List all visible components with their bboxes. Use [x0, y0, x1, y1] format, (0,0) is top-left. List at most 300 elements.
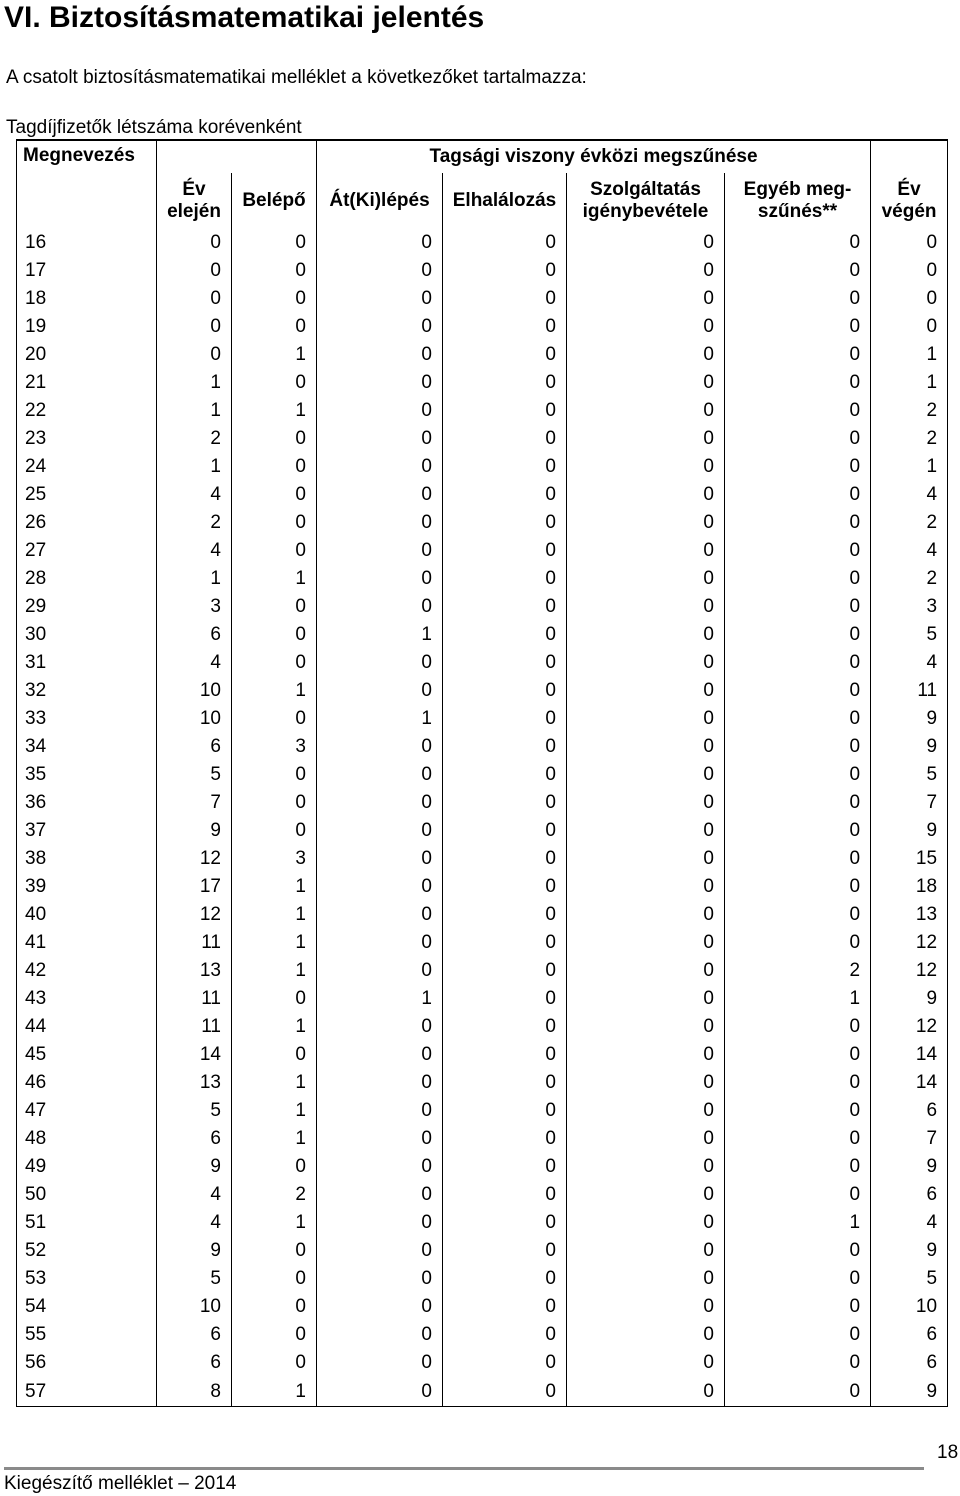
value-cell: 0	[317, 369, 443, 397]
value-cell: 0	[725, 1181, 871, 1209]
age-cell: 38	[17, 845, 157, 873]
value-cell: 0	[232, 789, 317, 817]
value-cell: 14	[871, 1041, 948, 1069]
table-row	[17, 873, 948, 901]
value-cell: 0	[157, 229, 232, 257]
value-cell: 0	[567, 229, 725, 257]
value-cell: 9	[871, 1377, 948, 1407]
value-cell: 1	[232, 565, 317, 593]
value-cell: 0	[317, 229, 443, 257]
value-cell: 2	[725, 957, 871, 985]
table-row	[17, 285, 948, 313]
value-cell: 0	[725, 397, 871, 425]
value-cell: 0	[317, 677, 443, 705]
age-cell: 43	[17, 985, 157, 1013]
value-cell: 0	[317, 341, 443, 369]
age-cell: 29	[17, 593, 157, 621]
value-cell: 0	[317, 733, 443, 761]
value-cell: 0	[725, 1377, 871, 1407]
value-cell: 0	[317, 1153, 443, 1181]
age-cell: 16	[17, 229, 157, 257]
value-cell: 0	[567, 817, 725, 845]
value-cell: 13	[157, 1069, 232, 1097]
value-cell: 1	[232, 1125, 317, 1153]
value-cell: 0	[725, 537, 871, 565]
value-cell: 7	[871, 789, 948, 817]
value-cell: 12	[871, 929, 948, 957]
value-cell: 0	[317, 481, 443, 509]
value-cell: 0	[443, 285, 567, 313]
value-cell: 0	[567, 705, 725, 733]
value-cell: 0	[232, 509, 317, 537]
table-row	[17, 313, 948, 341]
value-cell: 5	[157, 1097, 232, 1125]
value-cell: 0	[317, 1069, 443, 1097]
value-cell: 4	[157, 649, 232, 677]
value-cell: 11	[871, 677, 948, 705]
value-cell: 0	[317, 649, 443, 677]
value-cell: 5	[871, 621, 948, 649]
value-cell: 0	[567, 537, 725, 565]
value-cell: 0	[443, 481, 567, 509]
value-cell: 0	[725, 341, 871, 369]
value-cell: 1	[317, 705, 443, 733]
value-cell: 0	[317, 929, 443, 957]
value-cell: 0	[725, 761, 871, 789]
value-cell: 3	[232, 733, 317, 761]
value-cell: 0	[317, 1209, 443, 1237]
value-cell: 0	[232, 1349, 317, 1377]
value-cell: 0	[443, 901, 567, 929]
value-cell: 0	[317, 1181, 443, 1209]
value-cell: 0	[317, 1265, 443, 1293]
value-cell: 4	[157, 1209, 232, 1237]
value-cell: 0	[567, 425, 725, 453]
table-caption: Tagdíjfizetők létszáma korévenként	[6, 117, 302, 138]
value-cell: 0	[567, 1349, 725, 1377]
value-cell: 0	[871, 313, 948, 341]
value-cell: 0	[317, 845, 443, 873]
table-row	[17, 817, 948, 845]
table-row	[17, 229, 948, 257]
age-cell: 24	[17, 453, 157, 481]
value-cell: 0	[443, 1125, 567, 1153]
table-row	[17, 1265, 948, 1293]
header-egyeb: Egyéb meg- szűnés**	[725, 173, 871, 229]
table-row	[17, 845, 948, 873]
value-cell: 0	[725, 817, 871, 845]
value-cell: 0	[567, 1265, 725, 1293]
value-cell: 0	[567, 957, 725, 985]
table-row	[17, 1153, 948, 1181]
value-cell: 0	[443, 929, 567, 957]
value-cell: 0	[232, 313, 317, 341]
value-cell: 0	[317, 1321, 443, 1349]
table-row	[17, 1097, 948, 1125]
value-cell: 0	[725, 621, 871, 649]
value-cell: 1	[232, 1377, 317, 1407]
value-cell: 10	[157, 677, 232, 705]
value-cell: 0	[725, 1265, 871, 1293]
value-cell: 0	[443, 1377, 567, 1407]
table-row	[17, 369, 948, 397]
value-cell: 0	[567, 1209, 725, 1237]
value-cell: 0	[317, 425, 443, 453]
table-row	[17, 789, 948, 817]
value-cell: 0	[567, 453, 725, 481]
age-cell: 44	[17, 1013, 157, 1041]
value-cell: 14	[871, 1069, 948, 1097]
value-cell: 0	[317, 453, 443, 481]
value-cell: 0	[443, 1041, 567, 1069]
value-cell: 8	[157, 1377, 232, 1407]
value-cell: 1	[725, 1209, 871, 1237]
table-row	[17, 565, 948, 593]
value-cell: 0	[232, 985, 317, 1013]
value-cell: 0	[567, 397, 725, 425]
age-cell: 51	[17, 1209, 157, 1237]
value-cell: 0	[443, 1097, 567, 1125]
value-cell: 1	[232, 1069, 317, 1097]
age-cell: 27	[17, 537, 157, 565]
value-cell: 0	[725, 1069, 871, 1097]
table-row	[17, 1349, 948, 1377]
page-title: VI. Biztosításmatematikai jelentés	[4, 1, 485, 34]
value-cell: 3	[871, 593, 948, 621]
value-cell: 0	[567, 565, 725, 593]
value-cell: 2	[871, 565, 948, 593]
value-cell: 0	[567, 873, 725, 901]
value-cell: 6	[871, 1181, 948, 1209]
age-cell: 31	[17, 649, 157, 677]
value-cell: 0	[443, 1293, 567, 1321]
value-cell: 15	[871, 845, 948, 873]
value-cell: 12	[871, 1013, 948, 1041]
age-cell: 48	[17, 1125, 157, 1153]
value-cell: 0	[725, 649, 871, 677]
table-row	[17, 621, 948, 649]
age-cell: 54	[17, 1293, 157, 1321]
header-szolgaltatas: Szolgáltatás igénybevétele	[567, 173, 725, 229]
value-cell: 0	[443, 677, 567, 705]
value-cell: 0	[443, 985, 567, 1013]
value-cell: 0	[317, 537, 443, 565]
age-cell: 34	[17, 733, 157, 761]
value-cell: 1	[232, 929, 317, 957]
value-cell: 0	[725, 929, 871, 957]
value-cell: 2	[871, 425, 948, 453]
footer-rule	[4, 1467, 924, 1470]
table-row	[17, 453, 948, 481]
value-cell: 0	[317, 1125, 443, 1153]
value-cell: 1	[232, 677, 317, 705]
value-cell: 0	[317, 397, 443, 425]
value-cell: 0	[317, 257, 443, 285]
value-cell: 1	[871, 453, 948, 481]
value-cell: 6	[871, 1349, 948, 1377]
value-cell: 1	[725, 985, 871, 1013]
value-cell: 9	[871, 733, 948, 761]
value-cell: 0	[567, 285, 725, 313]
value-cell: 0	[317, 957, 443, 985]
value-cell: 2	[157, 509, 232, 537]
value-cell: 6	[157, 733, 232, 761]
value-cell: 0	[317, 509, 443, 537]
age-cell: 18	[17, 285, 157, 313]
table-row	[17, 929, 948, 957]
value-cell: 4	[871, 649, 948, 677]
value-cell: 0	[725, 313, 871, 341]
value-cell: 1	[232, 1209, 317, 1237]
value-cell: 11	[157, 1013, 232, 1041]
table-row	[17, 1321, 948, 1349]
value-cell: 0	[725, 1125, 871, 1153]
value-cell: 0	[725, 1013, 871, 1041]
value-cell: 11	[157, 985, 232, 1013]
value-cell: 0	[443, 369, 567, 397]
table-row	[17, 677, 948, 705]
age-cell: 32	[17, 677, 157, 705]
header-blank-right	[871, 140, 948, 173]
value-cell: 4	[871, 481, 948, 509]
value-cell: 13	[157, 957, 232, 985]
value-cell: 0	[232, 1237, 317, 1265]
table-row	[17, 593, 948, 621]
table-row	[17, 257, 948, 285]
value-cell: 2	[871, 397, 948, 425]
value-cell: 2	[157, 425, 232, 453]
value-cell: 0	[232, 1321, 317, 1349]
table-row	[17, 1013, 948, 1041]
table-row	[17, 1293, 948, 1321]
value-cell: 0	[443, 257, 567, 285]
value-cell: 0	[567, 341, 725, 369]
header-elhalalozas: Elhalálozás	[443, 173, 567, 229]
value-cell: 0	[157, 341, 232, 369]
age-cell: 33	[17, 705, 157, 733]
value-cell: 4	[157, 537, 232, 565]
value-cell: 9	[871, 985, 948, 1013]
header-blank-left	[157, 140, 317, 173]
value-cell: 0	[567, 845, 725, 873]
value-cell: 0	[157, 313, 232, 341]
table-row	[17, 1041, 948, 1069]
value-cell: 0	[317, 761, 443, 789]
value-cell: 0	[567, 481, 725, 509]
age-cell: 28	[17, 565, 157, 593]
value-cell: 0	[443, 1265, 567, 1293]
age-cell: 35	[17, 761, 157, 789]
value-cell: 0	[725, 481, 871, 509]
value-cell: 4	[871, 537, 948, 565]
value-cell: 0	[567, 985, 725, 1013]
age-cell: 45	[17, 1041, 157, 1069]
value-cell: 0	[725, 593, 871, 621]
value-cell: 0	[725, 285, 871, 313]
value-cell: 0	[232, 481, 317, 509]
value-cell: 0	[232, 453, 317, 481]
value-cell: 10	[871, 1293, 948, 1321]
value-cell: 0	[725, 509, 871, 537]
value-cell: 6	[871, 1321, 948, 1349]
value-cell: 0	[443, 845, 567, 873]
value-cell: 9	[157, 1237, 232, 1265]
value-cell: 0	[317, 565, 443, 593]
value-cell: 0	[443, 873, 567, 901]
value-cell: 12	[157, 845, 232, 873]
value-cell: 0	[725, 1293, 871, 1321]
age-cell: 50	[17, 1181, 157, 1209]
table-row	[17, 1237, 948, 1265]
age-cell: 30	[17, 621, 157, 649]
value-cell: 0	[232, 537, 317, 565]
value-cell: 0	[567, 1097, 725, 1125]
age-cell: 21	[17, 369, 157, 397]
members-by-age-table	[16, 139, 948, 1407]
value-cell: 0	[567, 761, 725, 789]
value-cell: 0	[317, 789, 443, 817]
value-cell: 0	[725, 873, 871, 901]
value-cell: 6	[157, 1125, 232, 1153]
table-row	[17, 509, 948, 537]
value-cell: 0	[443, 1209, 567, 1237]
value-cell: 14	[157, 1041, 232, 1069]
value-cell: 1	[157, 453, 232, 481]
value-cell: 10	[157, 1293, 232, 1321]
value-cell: 0	[725, 705, 871, 733]
value-cell: 13	[871, 901, 948, 929]
value-cell: 0	[317, 817, 443, 845]
value-cell: 7	[871, 1125, 948, 1153]
value-cell: 0	[443, 1237, 567, 1265]
value-cell: 0	[567, 257, 725, 285]
value-cell: 9	[871, 817, 948, 845]
value-cell: 0	[443, 621, 567, 649]
value-cell: 0	[443, 1349, 567, 1377]
value-cell: 0	[725, 425, 871, 453]
value-cell: 0	[232, 817, 317, 845]
table-row	[17, 1181, 948, 1209]
value-cell: 0	[317, 593, 443, 621]
age-cell: 56	[17, 1349, 157, 1377]
age-cell: 17	[17, 257, 157, 285]
age-cell: 37	[17, 817, 157, 845]
value-cell: 0	[567, 677, 725, 705]
value-cell: 0	[443, 761, 567, 789]
value-cell: 0	[443, 789, 567, 817]
value-cell: 0	[567, 649, 725, 677]
table-row	[17, 957, 948, 985]
value-cell: 0	[567, 1069, 725, 1097]
value-cell: 0	[567, 509, 725, 537]
value-cell: 0	[567, 369, 725, 397]
table-row	[17, 397, 948, 425]
value-cell: 0	[443, 705, 567, 733]
value-cell: 1	[317, 985, 443, 1013]
value-cell: 0	[725, 1041, 871, 1069]
value-cell: 0	[157, 285, 232, 313]
table-row	[17, 985, 948, 1013]
value-cell: 6	[157, 1349, 232, 1377]
value-cell: 1	[317, 621, 443, 649]
value-cell: 0	[567, 1041, 725, 1069]
value-cell: 0	[443, 397, 567, 425]
value-cell: 0	[317, 1293, 443, 1321]
value-cell: 0	[567, 733, 725, 761]
value-cell: 6	[871, 1097, 948, 1125]
value-cell: 0	[157, 257, 232, 285]
value-cell: 0	[232, 1153, 317, 1181]
value-cell: 0	[725, 1321, 871, 1349]
value-cell: 0	[317, 1013, 443, 1041]
page-number: 18	[937, 1442, 959, 1463]
table-row	[17, 481, 948, 509]
value-cell: 0	[443, 537, 567, 565]
value-cell: 0	[443, 229, 567, 257]
value-cell: 0	[443, 565, 567, 593]
value-cell: 0	[567, 1321, 725, 1349]
value-cell: 0	[232, 369, 317, 397]
value-cell: 0	[232, 1265, 317, 1293]
value-cell: 0	[317, 1097, 443, 1125]
value-cell: 0	[567, 1153, 725, 1181]
value-cell: 4	[871, 1209, 948, 1237]
value-cell: 5	[871, 1265, 948, 1293]
intro-text: A csatolt biztosításmatematikai melléklet a következőket tartalmazza:	[6, 67, 587, 88]
value-cell: 1	[157, 369, 232, 397]
value-cell: 0	[232, 285, 317, 313]
value-cell: 0	[725, 845, 871, 873]
value-cell: 0	[317, 1041, 443, 1069]
value-cell: 0	[443, 817, 567, 845]
value-cell: 1	[232, 1013, 317, 1041]
age-cell: 40	[17, 901, 157, 929]
value-cell: 12	[157, 901, 232, 929]
value-cell: 0	[443, 509, 567, 537]
age-cell: 25	[17, 481, 157, 509]
table-row	[17, 537, 948, 565]
value-cell: 1	[871, 369, 948, 397]
value-cell: 0	[725, 677, 871, 705]
value-cell: 0	[567, 1013, 725, 1041]
age-cell: 55	[17, 1321, 157, 1349]
value-cell: 0	[871, 229, 948, 257]
value-cell: 1	[232, 397, 317, 425]
table-row	[17, 1069, 948, 1097]
table-row	[17, 425, 948, 453]
value-cell: 1	[232, 873, 317, 901]
value-cell: 0	[725, 369, 871, 397]
value-cell: 0	[725, 229, 871, 257]
value-cell: 10	[157, 705, 232, 733]
table-row	[17, 761, 948, 789]
table-row	[17, 705, 948, 733]
value-cell: 0	[232, 1041, 317, 1069]
value-cell: 5	[157, 1265, 232, 1293]
value-cell: 1	[232, 1097, 317, 1125]
age-cell: 42	[17, 957, 157, 985]
value-cell: 0	[232, 761, 317, 789]
value-cell: 5	[157, 761, 232, 789]
value-cell: 0	[317, 285, 443, 313]
value-cell: 0	[567, 1181, 725, 1209]
value-cell: 4	[157, 1181, 232, 1209]
age-cell: 39	[17, 873, 157, 901]
value-cell: 0	[443, 313, 567, 341]
table-row	[17, 649, 948, 677]
age-cell: 46	[17, 1069, 157, 1097]
value-cell: 1	[232, 901, 317, 929]
